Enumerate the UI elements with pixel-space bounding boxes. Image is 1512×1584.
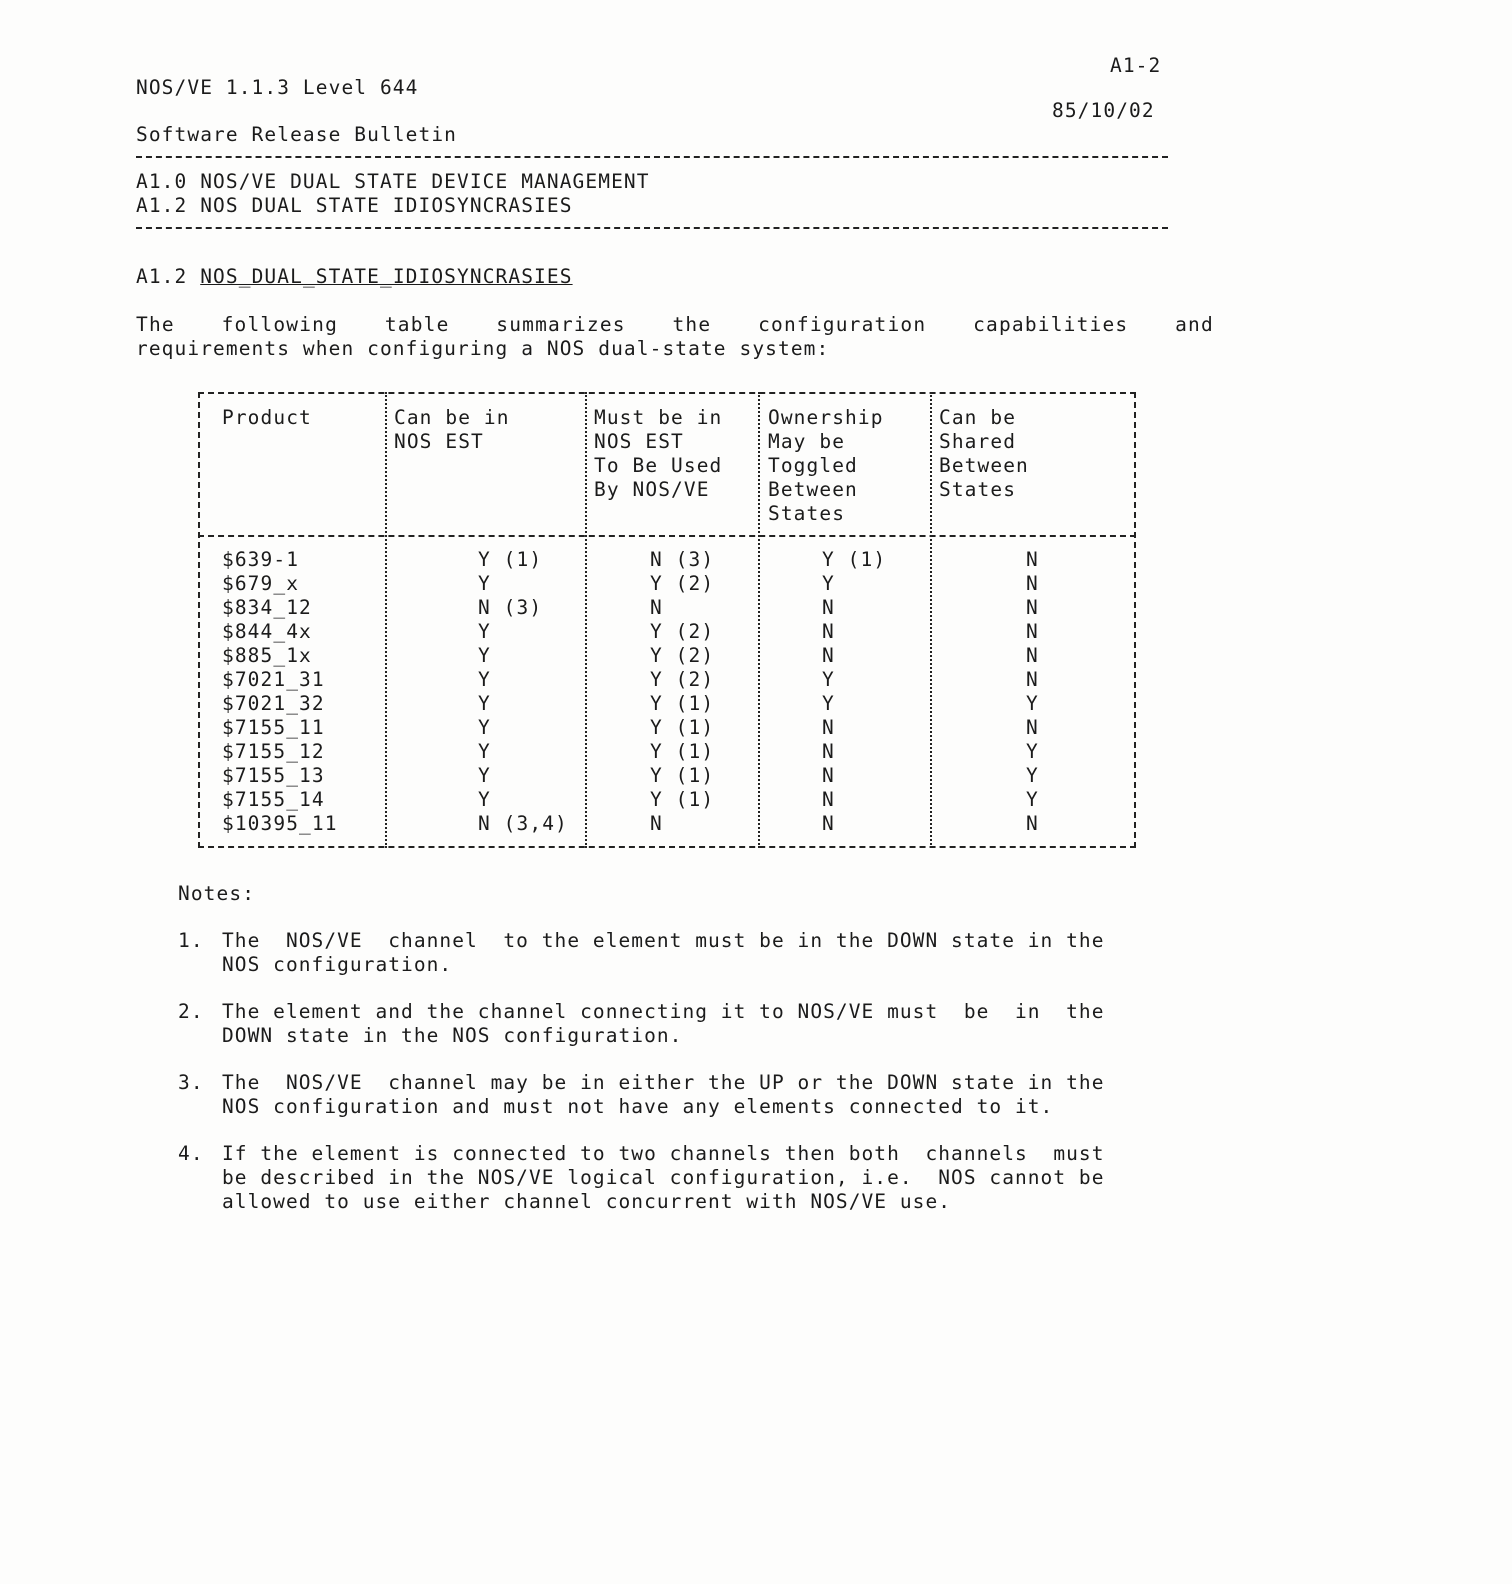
note-text: The NOS/VE channel may be in either the UP or the DOWN state in the [222,1071,1105,1094]
table-cell: N [1026,716,1039,739]
intro-line-2: requirements when configuring a NOS dual-state system: [136,337,830,360]
product-cell: $7021_32 [222,692,325,715]
intro-word: following [221,313,339,336]
table-cell: Y (1) [650,788,715,811]
note-text: NOS configuration. [222,953,453,976]
table-cell: N [650,596,663,619]
table-cell: Y (1) [650,692,715,715]
intro-word: The [136,313,175,336]
header-must-be-in-nos-est: By NOS/VE [594,478,710,501]
notes-label: Notes: [178,882,256,905]
header-ownership-toggled: Ownership [768,406,884,429]
table-cell: Y (1) [478,548,543,571]
intro-line-1 [136,313,1214,337]
table-cell: N [822,764,835,787]
table-cell: N [650,812,663,835]
note-text: NOS configuration and must not have any elements connected to it. [222,1095,1054,1118]
table-cell: N [822,788,835,811]
table-cell: Y (2) [650,620,715,643]
header-rule-bottom [136,227,1168,229]
product-cell: $10395_11 [222,812,338,835]
table-cell: Y (1) [650,716,715,739]
product-cell: $7155_14 [222,788,325,811]
table-cell: N [822,812,835,835]
table-cell: Y [822,668,835,691]
header-can-be-in-nos-est: Can be in [394,406,510,429]
header-ownership-toggled: May be [768,430,846,453]
intro-word: table [384,313,450,336]
note-text: allowed to use either channel concurrent with NOS/VE use. [222,1190,952,1213]
intro-word: configuration [758,313,927,336]
section-number: A1.2 [136,265,188,288]
table-cell: Y (1) [650,740,715,763]
table-header-separator [198,535,1136,537]
table-cell: N [1026,572,1039,595]
table-cell: Y [478,788,491,811]
section-heading [136,265,573,289]
note-text: The NOS/VE channel to the element must be in the DOWN state in the [222,929,1105,952]
page-id: A1-2 [1110,54,1162,77]
product-cell: $834_12 [222,596,312,619]
table-cell: Y [1026,764,1039,787]
table-cell: N [1026,620,1039,643]
table-cell: Y [478,716,491,739]
table-cell: N [822,740,835,763]
product-cell: $7155_11 [222,716,325,739]
table-cell: Y [822,572,835,595]
table-cell: N [1026,548,1039,571]
header-must-be-in-nos-est: To Be Used [594,454,723,477]
table-column-divider [385,392,387,848]
intro-word: the [672,313,712,336]
note-text: The element and the channel connecting it to NOS/VE must be in the [222,1000,1105,1023]
product-cell: $7155_12 [222,740,325,763]
note-number: 4. [178,1142,204,1165]
header-must-be-in-nos-est: NOS EST [594,430,684,453]
table-cell: N [822,644,835,667]
section-sub-heading: A1.2 NOS DUAL STATE IDIOSYNCRASIES [136,194,573,217]
section-title: NOS_DUAL_STATE_IDIOSYNCRASIES [200,265,573,288]
note-text: be described in the NOS/VE logical configuration, i.e. NOS cannot be [222,1166,1105,1189]
table-cell: Y (1) [650,764,715,787]
table-cell: N (3) [478,596,543,619]
table-cell: N [1026,812,1039,835]
header-can-be-shared: Can be [939,406,1017,429]
capabilities-table [198,392,1136,848]
table-cell: N [1026,644,1039,667]
intro-word: summarizes [496,313,626,336]
table-column-divider [930,392,932,848]
section-main-heading: A1.0 NOS/VE DUAL STATE DEVICE MANAGEMENT [136,170,650,193]
table-cell: Y [1026,788,1039,811]
header-can-be-in-nos-est: NOS EST [394,430,484,453]
intro-word: capabilities [973,313,1129,336]
table-cell: Y [478,668,491,691]
table-cell: N [822,596,835,619]
table-cell: Y [1026,740,1039,763]
release-date: 85/10/02 [1052,99,1155,122]
product-cell: $885_1x [222,644,312,667]
note-text: If the element is connected to two channels then both channels must [222,1142,1105,1165]
table-cell: N (3) [650,548,715,571]
product-cell: $679_x [222,572,300,595]
table-cell: Y [1026,692,1039,715]
header-can-be-shared: Shared [939,430,1017,453]
intro-word: and [1175,313,1214,336]
header-ownership-toggled: Between [768,478,858,501]
product-version: NOS/VE 1.1.3 Level 644 [136,76,419,99]
header-ownership-toggled: States [768,502,846,525]
table-cell: N [822,620,835,643]
header-can-be-shared: Between [939,454,1029,477]
table-cell: Y [478,740,491,763]
header-must-be-in-nos-est: Must be in [594,406,723,429]
table-cell: Y (2) [650,644,715,667]
table-cell: Y [478,572,491,595]
table-cell: Y [478,764,491,787]
table-cell: N [1026,596,1039,619]
publication-title: Software Release Bulletin [136,123,457,146]
table-column-divider [585,392,587,848]
table-cell: Y (2) [650,572,715,595]
table-cell: Y [478,620,491,643]
product-cell: $844_4x [222,620,312,643]
table-column-divider [758,392,760,848]
note-text: DOWN state in the NOS configuration. [222,1024,683,1047]
table-cell: Y (1) [822,548,887,571]
table-cell: N [822,716,835,739]
table-cell: N (3,4) [478,812,568,835]
table-cell: Y [478,692,491,715]
header-can-be-shared: States [939,478,1017,501]
table-cell: N [1026,668,1039,691]
product-cell: $639-1 [222,548,300,571]
header-rule-top [136,156,1168,158]
note-number: 3. [178,1071,204,1094]
table-cell: Y [478,644,491,667]
product-cell: $7155_13 [222,764,325,787]
table-cell: Y (2) [650,668,715,691]
product-cell: $7021_31 [222,668,325,691]
note-number: 1. [178,929,204,952]
note-number: 2. [178,1000,204,1023]
header-ownership-toggled: Toggled [768,454,858,477]
table-cell: Y [822,692,835,715]
header-product: Product [222,406,312,429]
